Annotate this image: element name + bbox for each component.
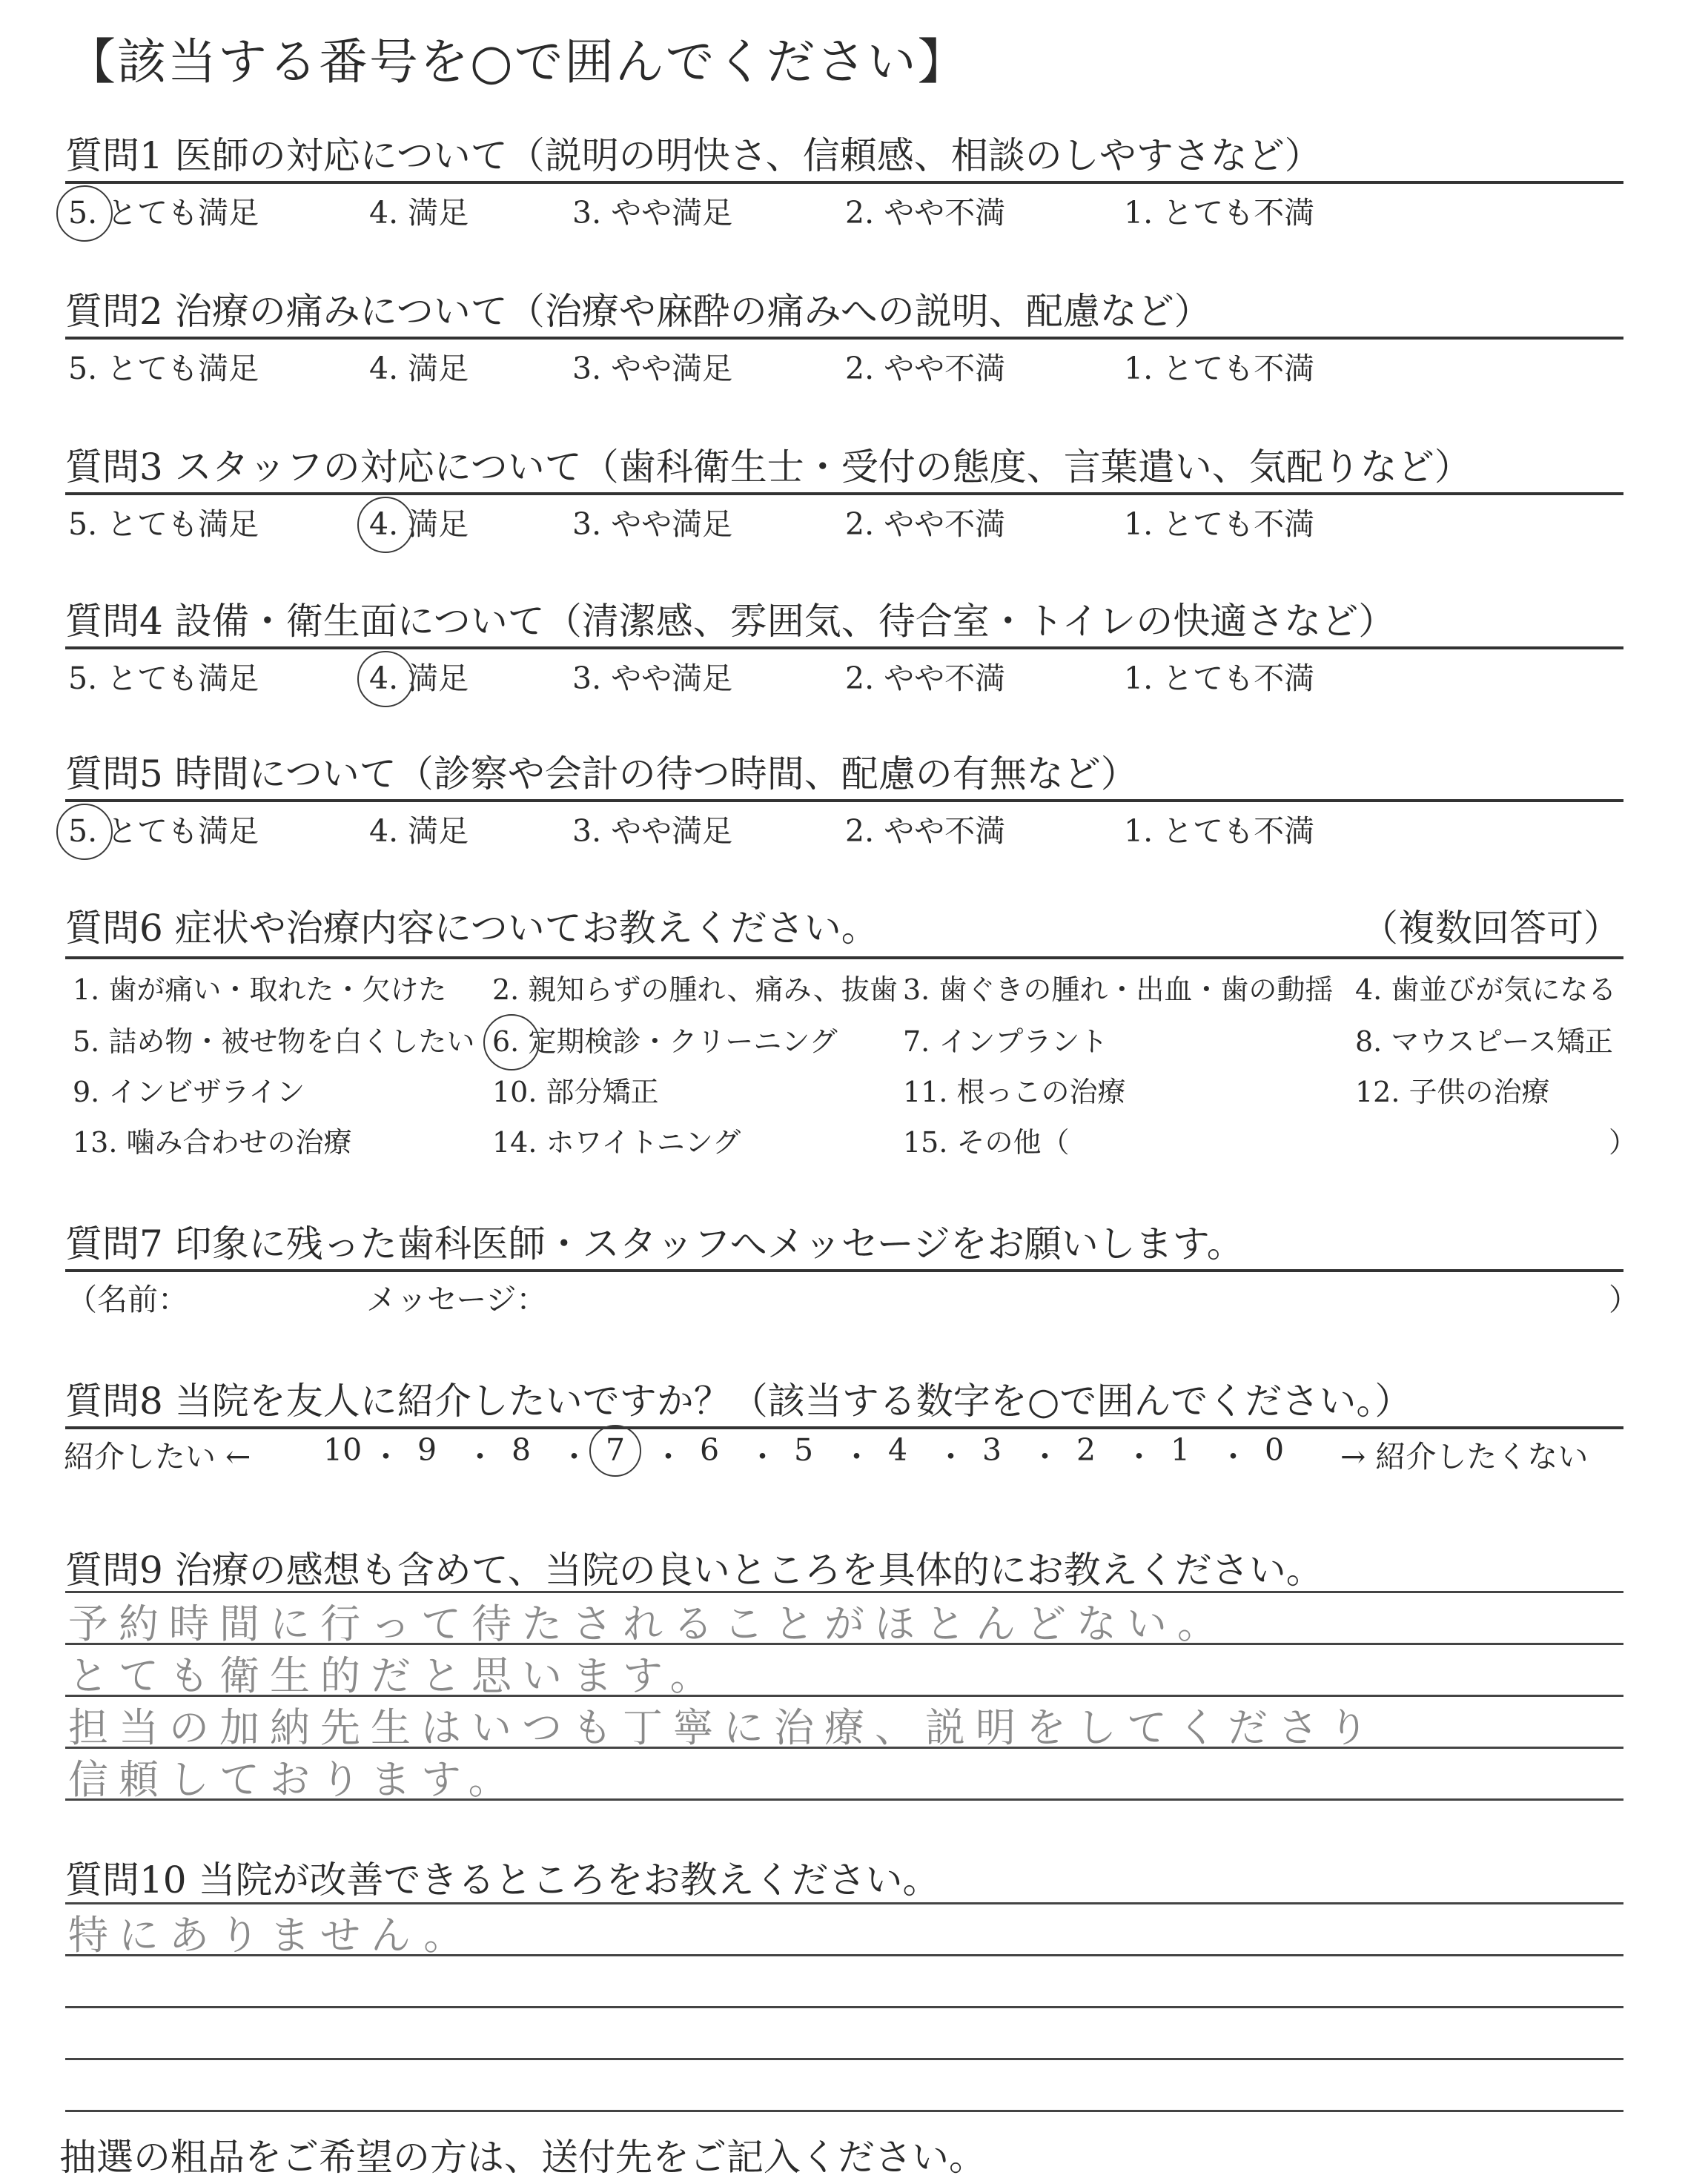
answer-option[interactable]: 3. やや満足: [572, 351, 733, 386]
answer-option[interactable]: 1. とても不満: [1124, 506, 1315, 542]
question-6-rule: [65, 956, 1623, 959]
scale-separator: ・: [841, 1439, 872, 1475]
message-label: メッセージ：: [366, 1282, 547, 1317]
question-2-rule: [65, 337, 1623, 340]
recommend-score[interactable]: 2: [1076, 1432, 1096, 1468]
handwritten-answer: 特にありません。: [68, 1912, 474, 1959]
scale-separator: ・: [936, 1439, 966, 1475]
symptom-option[interactable]: 12. 子供の治療: [1355, 1076, 1550, 1108]
answer-option[interactable]: 2. やや不満: [845, 351, 1006, 386]
recommend-score[interactable]: 1: [1171, 1432, 1191, 1468]
handwritten-answer: 担当の加納先生はいつも丁寧に治療、説明をしてくださり: [68, 1704, 1379, 1751]
recommend-score[interactable]: 8: [512, 1432, 532, 1468]
answer-option[interactable]: 5. とても満足: [68, 661, 259, 696]
handwritten-answer: 予約時間に行って待たされることがほとんどない。: [68, 1601, 1228, 1647]
symptom-option[interactable]: 14. ホワイトニング: [492, 1126, 741, 1159]
recommend-left-label: 紹介したい ←: [64, 1439, 251, 1475]
question-5-rule: [65, 799, 1623, 802]
symptom-option[interactable]: 6. 定期検診・クリーニング: [492, 1025, 838, 1058]
question-3-rule: [65, 492, 1623, 495]
answer-option[interactable]: 5. とても満足: [68, 195, 259, 231]
page-title: 【該当する番号を○で囲んでください】: [67, 33, 968, 90]
selected-answer-circle: [357, 497, 414, 553]
writing-line: [65, 2110, 1623, 2112]
answer-option[interactable]: 4. 満足: [369, 195, 469, 231]
question-6-title: 質問6 症状や治療内容についてお教えください。: [65, 907, 878, 950]
symptom-option[interactable]: 8. マウスピース矯正: [1355, 1025, 1613, 1058]
question-1-rule: [65, 181, 1623, 184]
symptom-option[interactable]: 5. 詰め物・被せ物を白くしたい: [73, 1025, 475, 1058]
answer-option[interactable]: 5. とても満足: [68, 351, 259, 386]
question-1-title: 質問1 医師の対応について（説明の明快さ、信頼感、相談のしやすさなど）: [65, 134, 1322, 177]
answer-option[interactable]: 3. やや満足: [572, 813, 733, 849]
symptom-option[interactable]: 15. その他（: [903, 1126, 1070, 1159]
symptom-option[interactable]: 4. 歯並びが気になる: [1355, 973, 1617, 1006]
scale-separator: ・: [1030, 1439, 1060, 1475]
scale-separator: ・: [465, 1439, 495, 1475]
scale-separator: ・: [1124, 1439, 1154, 1475]
footer-note: 抽選の粗品をご希望の方は、送付先をご記入ください。: [59, 2136, 986, 2179]
handwritten-answer: とても衛生的だと思います。: [68, 1652, 721, 1699]
recommend-score[interactable]: 5: [794, 1432, 814, 1468]
selected-score-circle: [589, 1425, 641, 1477]
recommend-score[interactable]: 4: [888, 1432, 908, 1468]
symptom-option[interactable]: 7. インプラント: [903, 1025, 1108, 1058]
symptom-option[interactable]: 11. 根っこの治療: [903, 1076, 1126, 1108]
symptom-option[interactable]: 3. 歯ぐきの腫れ・出血・歯の動揺: [903, 973, 1334, 1006]
scale-separator: ・: [371, 1439, 401, 1475]
scale-separator: ・: [653, 1439, 683, 1475]
answer-option[interactable]: 1. とても不満: [1124, 661, 1315, 696]
question-9-title: 質問9 治療の感想も含めて、当院の良いところを具体的にお教えください。: [65, 1549, 1323, 1592]
question-3-title: 質問3 スタッフの対応について（歯科衛生士・受付の態度、言葉遣い、気配りなど）: [65, 446, 1472, 489]
answer-option[interactable]: 1. とても不満: [1124, 351, 1315, 386]
symptom-option[interactable]: 9. インビザライン: [73, 1076, 305, 1108]
selected-answer-circle: [357, 651, 414, 707]
answer-option[interactable]: 5. とても満足: [68, 506, 259, 542]
question-7-title: 質問7 印象に残った歯科医師・スタッフへメッセージをお願いします。: [65, 1222, 1244, 1265]
answer-option[interactable]: 1. とても不満: [1124, 195, 1315, 231]
question-4-rule: [65, 646, 1623, 649]
answer-option[interactable]: 4. 満足: [369, 813, 469, 849]
answer-option[interactable]: 2. やや不満: [845, 813, 1006, 849]
question-8-rule: [65, 1426, 1623, 1429]
answer-option[interactable]: 3. やや満足: [572, 661, 733, 696]
answer-option[interactable]: 4. 満足: [369, 661, 469, 696]
symptom-option[interactable]: 1. 歯が痛い・取れた・欠けた: [73, 973, 447, 1006]
question-2-title: 質問2 治療の痛みについて（治療や麻酔の痛みへの説明、配慮など）: [65, 290, 1211, 333]
writing-line: [65, 2006, 1623, 2008]
question-7-rule: [65, 1269, 1623, 1272]
answer-option[interactable]: 2. やや不満: [845, 195, 1006, 231]
symptom-option[interactable]: 10. 部分矯正: [492, 1076, 659, 1108]
recommend-score[interactable]: 0: [1265, 1432, 1285, 1468]
recommend-score[interactable]: 3: [982, 1432, 1002, 1468]
scale-separator: ・: [559, 1439, 589, 1475]
question-8-title: 質問8 当院を友人に紹介したいですか？（該当する数字を○で囲んでください。）: [65, 1380, 1412, 1423]
recommend-score[interactable]: 10: [323, 1432, 363, 1468]
question-5-title: 質問5 時間について（診察や会計の待つ時間、配慮の有無など）: [65, 752, 1138, 795]
recommend-score[interactable]: 7: [606, 1432, 626, 1468]
symptom-option[interactable]: 13. 噛み合わせの治療: [73, 1126, 352, 1159]
scale-separator: ・: [1218, 1439, 1248, 1475]
answer-option[interactable]: 2. やや不満: [845, 506, 1006, 542]
handwritten-answer: 信頼しております。: [68, 1756, 519, 1803]
answer-option[interactable]: 3. やや満足: [572, 195, 733, 231]
symptom-option[interactable]: 2. 親知らずの腫れ、痛み、抜歯: [492, 973, 898, 1006]
answer-option[interactable]: 2. やや不満: [845, 661, 1006, 696]
answer-option[interactable]: 4. 満足: [369, 506, 469, 542]
question-10-title: 質問10 当院が改善できるところをお教えください。: [65, 1859, 940, 1902]
recommend-score[interactable]: 6: [700, 1432, 720, 1468]
selected-answer-circle: [56, 185, 113, 242]
question-4-title: 質問4 設備・衛生面について（清潔感、雰囲気、待合室・トイレの快適さなど）: [65, 600, 1396, 643]
recommend-right-label: → 紹介したくない: [1340, 1439, 1589, 1475]
recommend-score[interactable]: 9: [417, 1432, 437, 1468]
symptom-option: ）: [1609, 1126, 1638, 1159]
answer-option[interactable]: 4. 満足: [369, 351, 469, 386]
message-close-paren: ）: [1609, 1282, 1639, 1317]
scale-separator: ・: [747, 1439, 778, 1475]
name-label: （名前：: [67, 1282, 188, 1317]
writing-line: [65, 2058, 1623, 2060]
answer-option[interactable]: 3. やや満足: [572, 506, 733, 542]
selected-symptom-circle: [483, 1014, 540, 1070]
selected-answer-circle: [56, 804, 113, 860]
answer-option[interactable]: 1. とても不満: [1124, 813, 1315, 849]
answer-option[interactable]: 5. とても満足: [68, 813, 259, 849]
question-6-note: （複数回答可）: [1361, 907, 1621, 950]
